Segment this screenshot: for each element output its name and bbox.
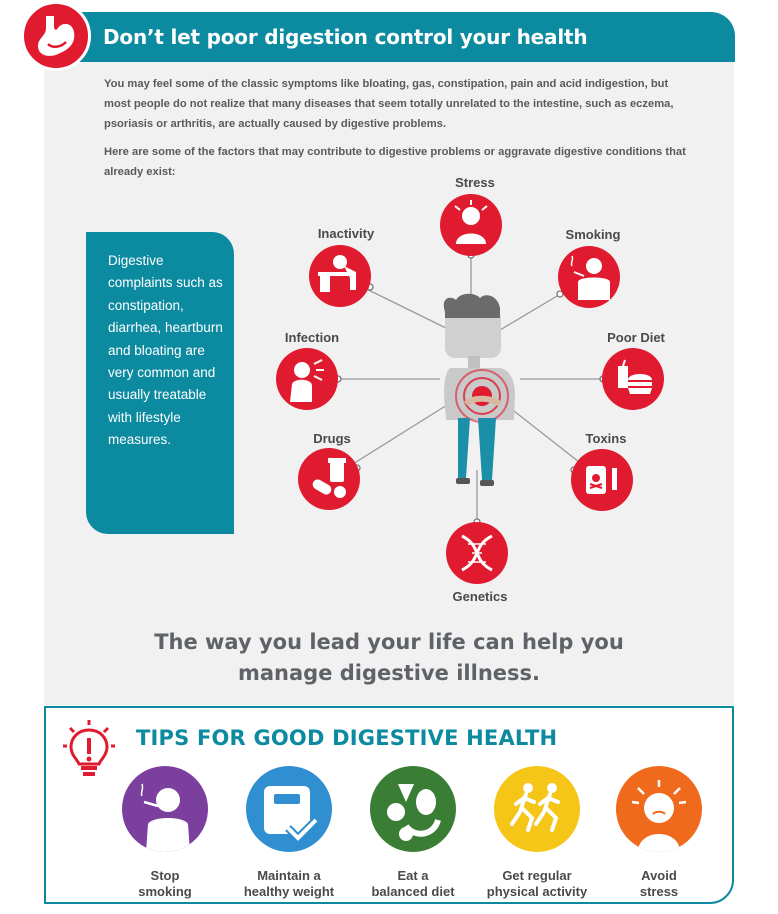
tips-section [44, 706, 734, 904]
page-title: Don’t let poor digestion control your health [103, 25, 588, 49]
factor-label-stress: Stress [455, 175, 495, 190]
tip-label: Stop smoking [138, 868, 192, 899]
factor-label-smoking: Smoking [565, 227, 621, 242]
factor-label-infection: Infection [284, 330, 340, 345]
drugs-icon [298, 448, 360, 510]
tip-label: Eat a balanced diet [371, 868, 455, 899]
genetics-icon [446, 522, 508, 584]
runners-icon [494, 766, 580, 852]
tagline-line-1: The way you lead your life can help you [154, 630, 624, 654]
factor-label-genetics: Genetics [452, 589, 508, 604]
intro-paragraph-factors: Here are some of the factors that may contribute to digestive problems or aggravate digestive conditions that already exist: [104, 146, 686, 178]
smoking-person-icon [122, 766, 208, 852]
tip-label: Maintain a healthy weight [243, 868, 335, 899]
tip-label: Get regular physical activity [486, 868, 588, 899]
stressed-face-icon [616, 766, 702, 852]
person-illustration [444, 294, 515, 486]
info-callout-text: Digestive complaints such as constipation, diarrhea, heartburn and bloating are very common and usually treatable with lifestyle measures. [108, 253, 223, 448]
tips-title: TIPS FOR GOOD DIGESTIVE HEALTH [136, 726, 558, 750]
factor-label-poor-diet: Poor Diet [607, 330, 665, 345]
poor-diet-icon [602, 348, 664, 410]
intro-paragraph-symptoms: You may feel some of the classic symptoms like bloating, gas, constipation, pain and acid indigestion, but most people do not realize that many diseases that seem totally unrelated to the intestine, such as eczema, psoriasis or arthritis, are actually caused by digestive problems. [104, 78, 674, 130]
tip-label: Avoid stress [639, 868, 679, 899]
tip-avoid-stress [584, 766, 734, 900]
smoking-icon [558, 246, 620, 308]
toxins-icon [571, 449, 633, 511]
scale-check-icon [246, 766, 332, 852]
stress-icon [440, 194, 502, 256]
factor-label-toxins: Toxins [585, 431, 627, 446]
factor-label-drugs: Drugs [313, 431, 351, 446]
vegetables-icon [370, 766, 456, 852]
infection-icon [276, 348, 338, 410]
factor-label-inactivity: Inactivity [317, 226, 375, 241]
inactivity-icon [309, 245, 371, 307]
tagline-line-2: manage digestive illness. [237, 661, 540, 685]
